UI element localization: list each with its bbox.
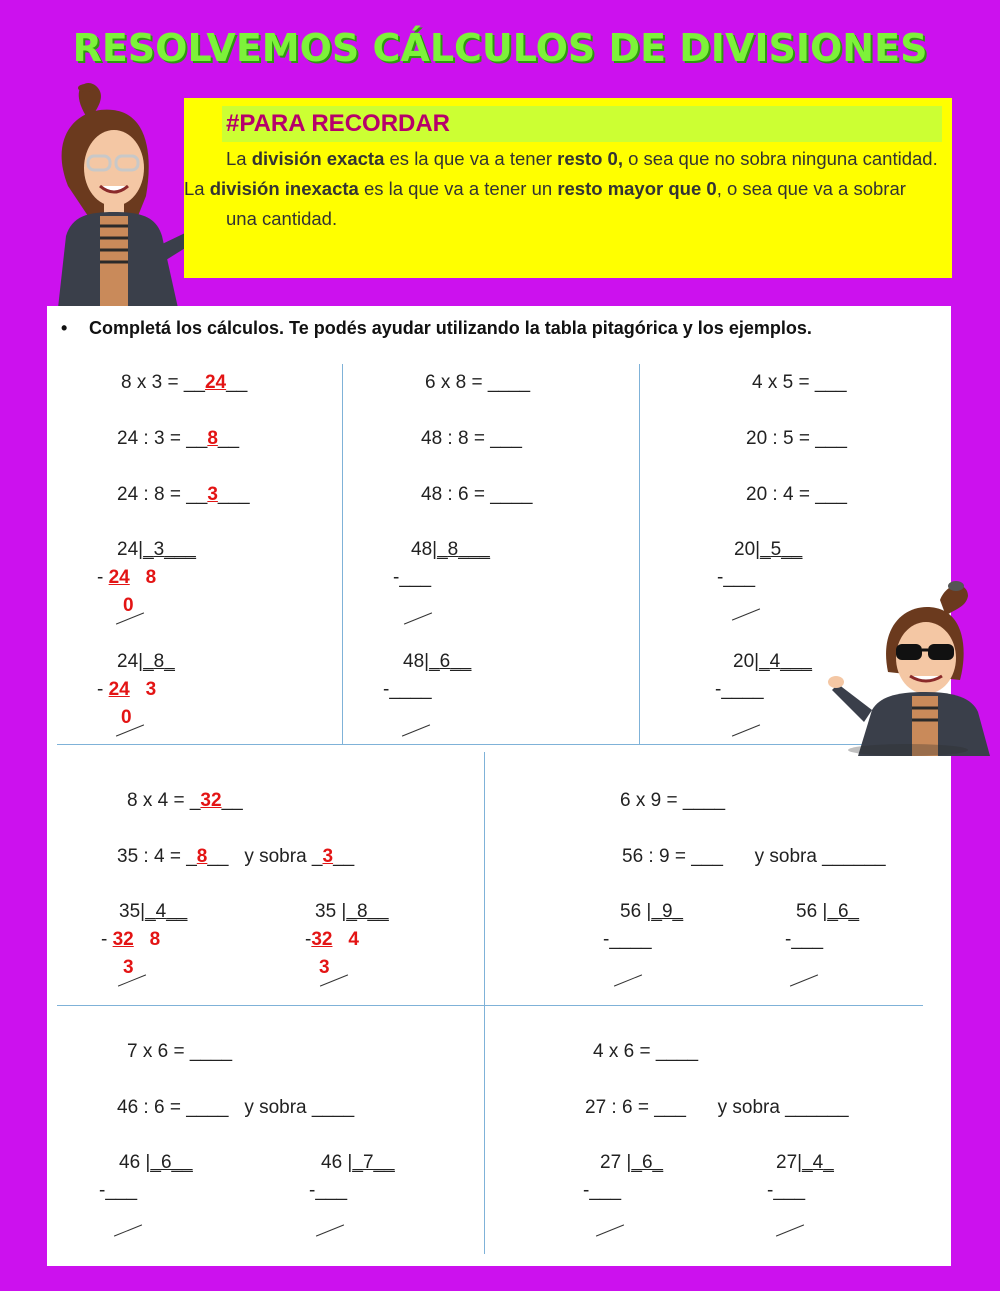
long-division: 46 |_6__ xyxy=(119,1152,193,1173)
long-division-sub: - 24 8 xyxy=(97,567,157,588)
div-exercise: 56 : 9 = ___ y sobra ______ xyxy=(622,846,886,867)
recordar-text xyxy=(184,144,938,234)
div-exercise: 46 : 6 = ____ y sobra ____ xyxy=(117,1097,355,1118)
definition-segment: división exacta xyxy=(251,148,385,169)
mult-exercise: 4 x 6 = ____ xyxy=(593,1041,699,1062)
div-exercise: 48 : 6 = ____ xyxy=(421,484,533,505)
definition-segment: La xyxy=(226,148,252,169)
long-division-rem: 0 xyxy=(123,595,134,616)
long-division: 20|_4___ xyxy=(733,651,812,672)
long-division: 27|_4_ xyxy=(776,1152,834,1173)
definition-segment: resto 0, xyxy=(557,148,623,169)
long-division: 35|_4__ xyxy=(119,901,188,922)
long-division-sub: -___ xyxy=(785,929,824,950)
mult-exercise: 8 x 4 = _32__ xyxy=(127,790,243,811)
long-division: 56 |_6_ xyxy=(796,901,860,922)
long-division-sub: -___ xyxy=(767,1180,806,1201)
long-division: 48|_8___ xyxy=(411,539,490,560)
definition-exacta xyxy=(226,144,938,174)
mult-exercise: 4 x 5 = ___ xyxy=(752,372,847,393)
recordar-heading: #PARA RECORDAR xyxy=(222,106,942,142)
long-division-sub: -____ xyxy=(603,929,652,950)
long-division-sub: -___ xyxy=(393,567,432,588)
para-recordar-box xyxy=(184,98,952,278)
div-exercise: 20 : 4 = ___ xyxy=(746,484,847,505)
worksheet xyxy=(47,306,951,1266)
mult-exercise: 7 x 6 = ____ xyxy=(127,1041,233,1062)
definition-segment: es la que va a tener un xyxy=(358,178,558,199)
long-division: 24|_8_ xyxy=(117,651,175,672)
long-division: 20|_5__ xyxy=(734,539,803,560)
div-exercise: 48 : 8 = ___ xyxy=(421,428,522,449)
long-division-sub: - 24 3 xyxy=(97,679,157,700)
slash-mark-icon xyxy=(776,1224,804,1236)
long-division-sub: - 32 8 xyxy=(101,929,161,950)
long-division: 27 |_6_ xyxy=(600,1152,664,1173)
slash-mark-icon xyxy=(316,1224,344,1236)
div-exercise: 24 : 3 = __8__ xyxy=(117,428,240,449)
slash-mark-icon xyxy=(614,974,642,986)
divider xyxy=(484,752,485,1254)
long-division: 46 |_7__ xyxy=(321,1152,395,1173)
definition-segment: o sea que no sobra ninguna cantidad. xyxy=(622,148,938,169)
slash-mark-icon xyxy=(404,612,432,624)
slash-mark-icon xyxy=(732,608,760,620)
long-division: 35 |_8__ xyxy=(315,901,389,922)
divider xyxy=(342,364,343,744)
long-division-sub: -___ xyxy=(309,1180,348,1201)
sunglasses-avatar-icon xyxy=(828,580,996,756)
long-division-sub: -____ xyxy=(715,679,764,700)
slash-mark-icon xyxy=(402,724,430,736)
definition-segment: división inexacta xyxy=(209,178,359,199)
definition-segment: es la que va a tener xyxy=(384,148,558,169)
slash-mark-icon xyxy=(114,1224,142,1236)
definition-inexacta xyxy=(184,174,938,234)
page-title: RESOLVEMOS CÁLCULOS DE DIVISIONES xyxy=(72,26,928,70)
long-division: 56 |_9_ xyxy=(620,901,684,922)
div-exercise: 20 : 5 = ___ xyxy=(746,428,847,449)
slash-mark-icon xyxy=(596,1224,624,1236)
long-division: 48|_6__ xyxy=(403,651,472,672)
slash-mark-icon xyxy=(790,974,818,986)
long-division-sub: -___ xyxy=(99,1180,138,1201)
divider xyxy=(639,364,640,744)
long-division-sub: -32 4 xyxy=(305,929,359,950)
long-division-sub: -____ xyxy=(383,679,432,700)
divider xyxy=(57,744,923,745)
instruction: • Completá los cálculos. Te podés ayudar utilizando la tabla pitagórica y los ejemplos. xyxy=(61,318,812,338)
definition-segment: , o sea que va a sobrar una cantidad. xyxy=(226,178,906,229)
long-division: 24|_3___ xyxy=(117,539,196,560)
definition-segment: La xyxy=(184,178,210,199)
definition-segment: resto mayor que 0 xyxy=(557,178,717,199)
div-exercise: 27 : 6 = ___ y sobra ______ xyxy=(585,1097,849,1118)
long-division-rem: 3 xyxy=(123,957,134,978)
long-division-rem: 3 xyxy=(319,957,330,978)
mult-exercise: 8 x 3 = __24__ xyxy=(121,372,248,393)
divider xyxy=(57,1005,923,1006)
long-division-rem: 0 xyxy=(121,707,132,728)
div-exercise: 35 : 4 = _8__ y sobra _3__ xyxy=(117,846,355,867)
long-division-sub: -___ xyxy=(717,567,756,588)
mult-exercise: 6 x 8 = ____ xyxy=(425,372,531,393)
div-exercise: 24 : 8 = __3___ xyxy=(117,484,250,505)
long-division-sub: -___ xyxy=(583,1180,622,1201)
mult-exercise: 6 x 9 = ____ xyxy=(620,790,726,811)
slash-mark-icon xyxy=(732,724,760,736)
